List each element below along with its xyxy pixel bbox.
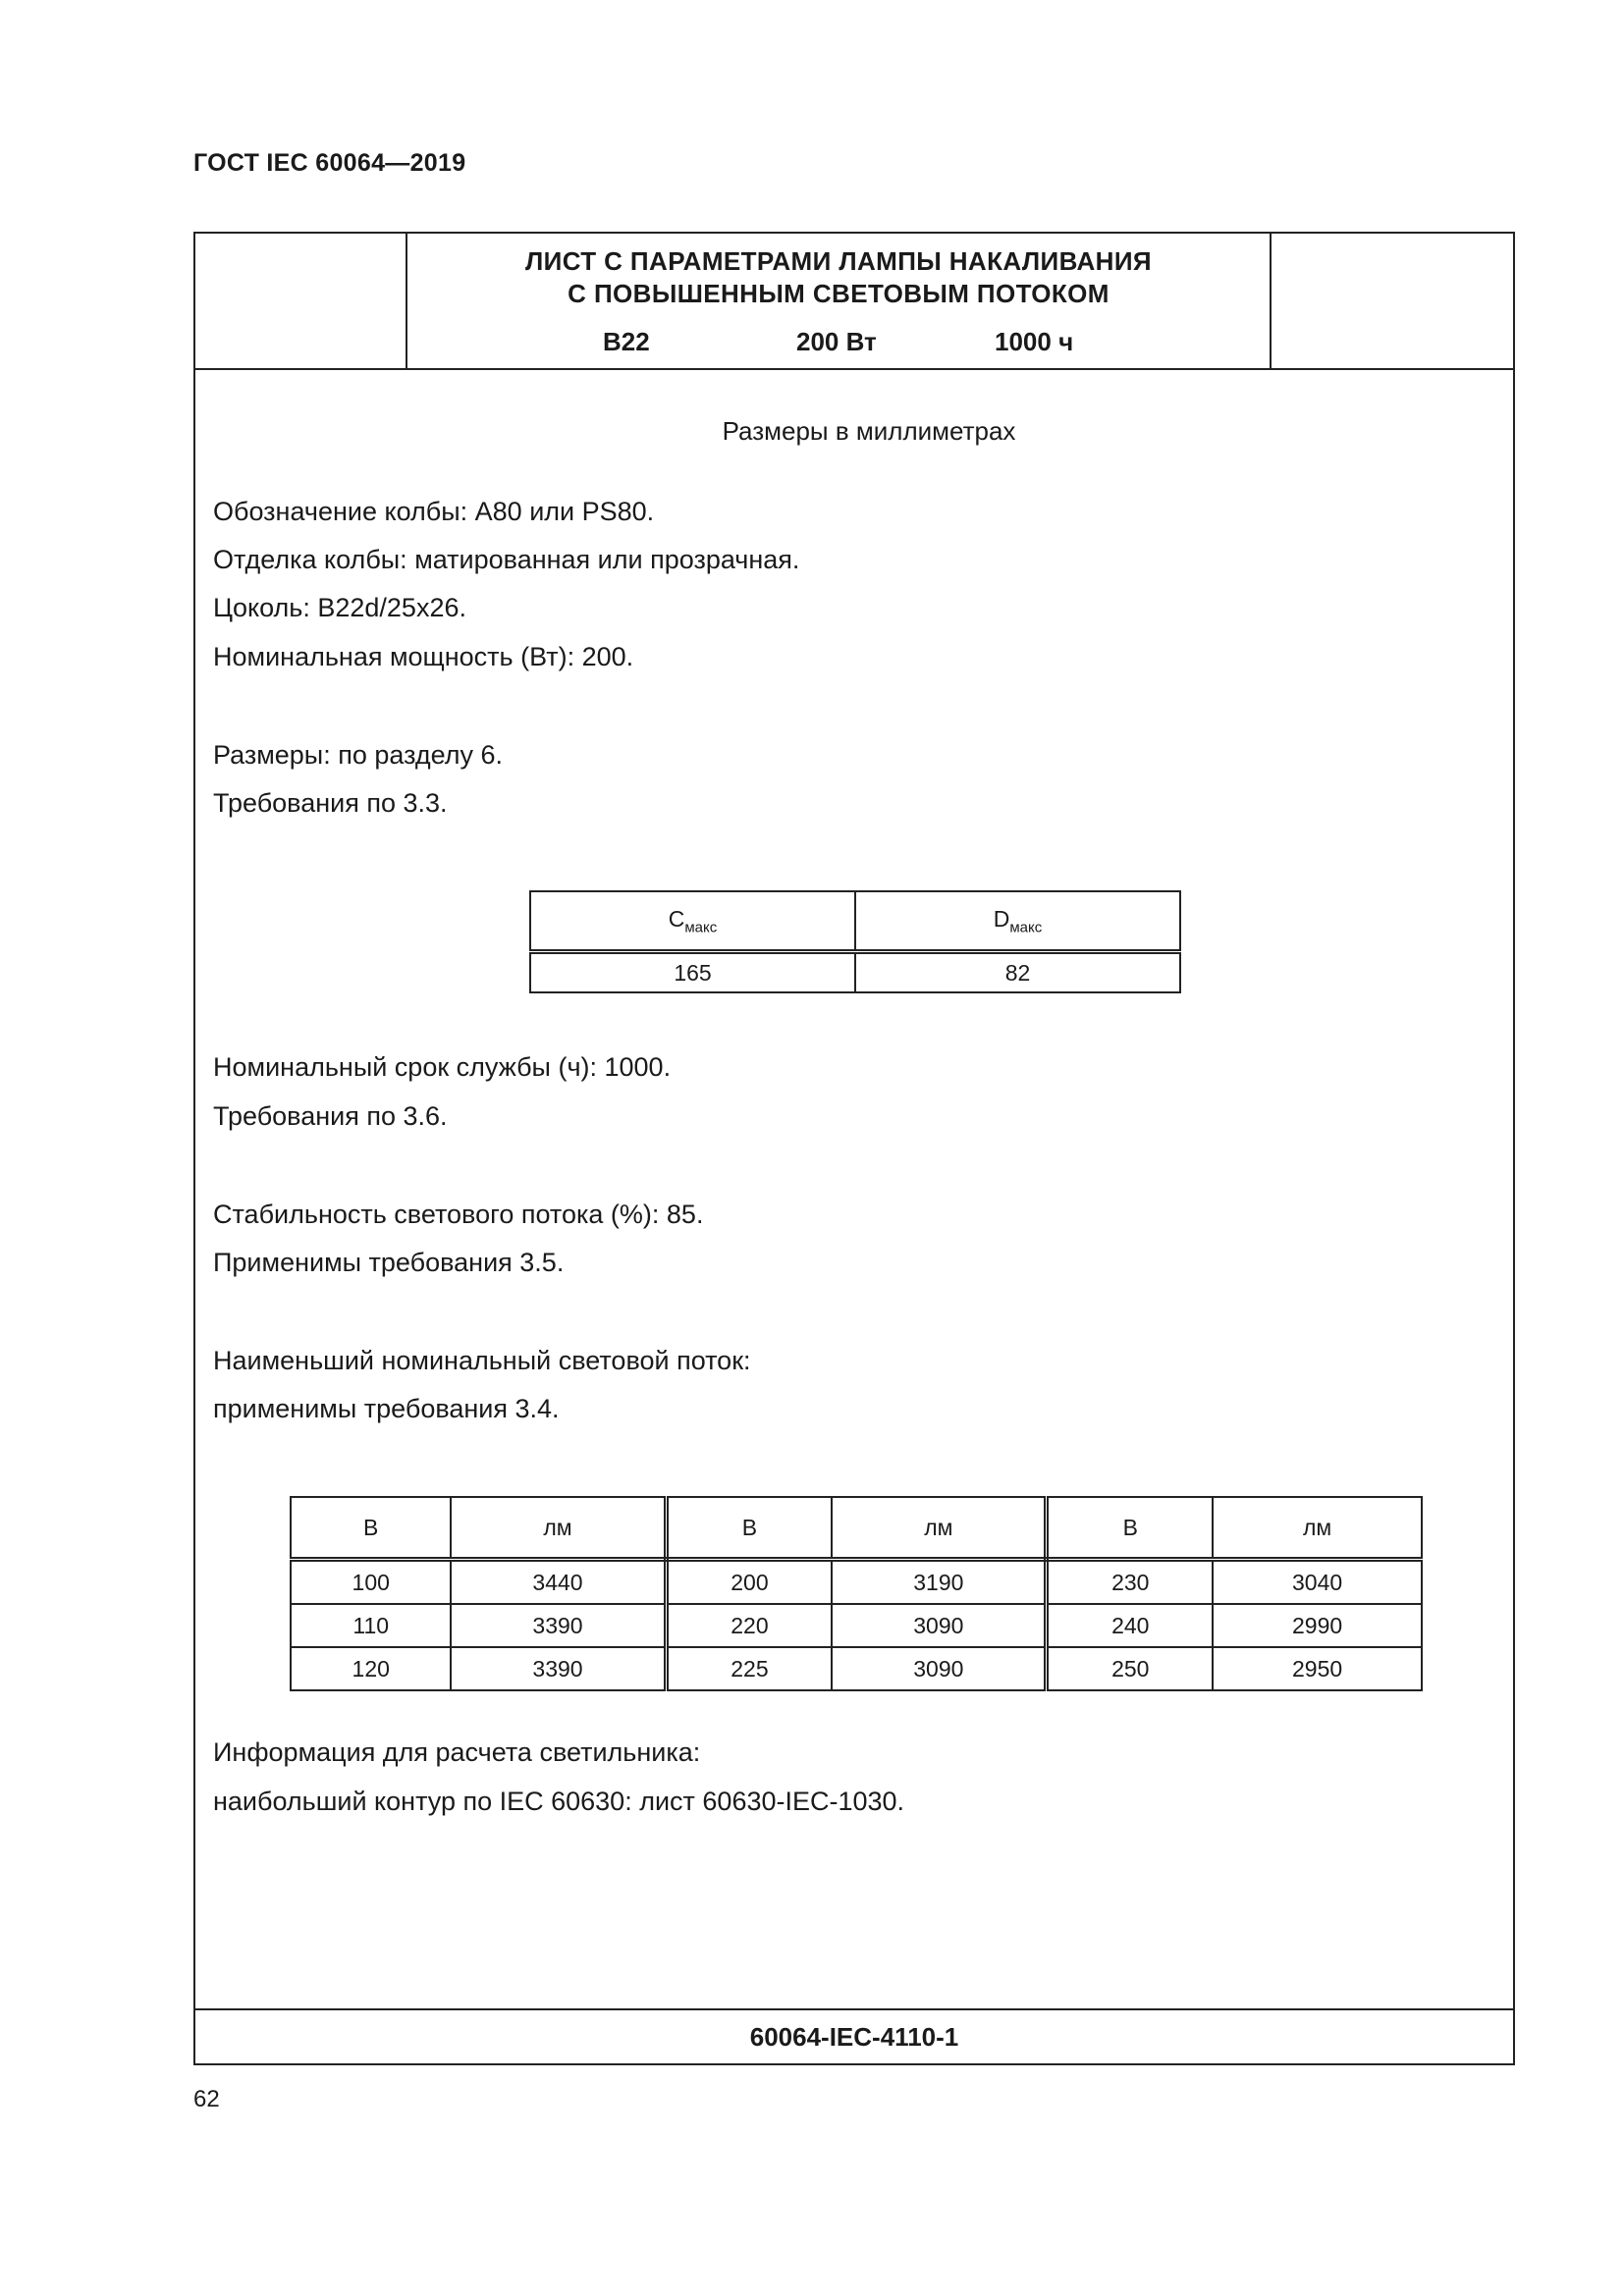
table-cell: 110 <box>291 1604 451 1647</box>
sheet-id: 60064-IEC-4110-1 <box>195 2008 1513 2063</box>
table-cell: 220 <box>666 1604 832 1647</box>
standard-code: ГОСТ IEC 60064—2019 <box>193 149 466 177</box>
dimensions-requirements: Требования по 3.3. <box>213 788 448 818</box>
luminaire-info: Информация для расчета светильника: <box>213 1737 701 1767</box>
d-max-header: $D_{макс}$ <box>855 891 1180 952</box>
header-right-cell <box>1270 234 1513 368</box>
flux-requirements: применимы требования 3.4. <box>213 1394 560 1423</box>
table-cell: 250 <box>1047 1647 1213 1690</box>
min-luminous-flux: Наименьший номинальный световой поток: <box>213 1346 751 1375</box>
table-cell: 3440 <box>451 1560 666 1605</box>
sheet-header <box>195 234 1513 370</box>
sheet-title <box>407 245 1270 310</box>
header-voltage-2: В <box>666 1497 832 1560</box>
units-note: Размеры в миллиметрах <box>722 416 1016 446</box>
header-voltage-3: В <box>1047 1497 1213 1560</box>
sheet-title-line-2: С ПОВЫШЕННЫМ СВЕТОВЫМ ПОТОКОМ <box>568 279 1110 308</box>
param-power: 200 Вт <box>796 327 877 356</box>
header-lumens-2: лм <box>832 1497 1047 1560</box>
table-row <box>291 1604 1422 1647</box>
table-cell: 3390 <box>451 1647 666 1690</box>
lumen-maintenance-requirements: Применимы требования 3.5. <box>213 1248 565 1277</box>
page-number: 62 <box>193 2086 220 2112</box>
luminous-flux-table <box>290 1496 1423 1691</box>
table-cell: 200 <box>666 1560 832 1605</box>
dimensions-table <box>529 890 1181 993</box>
table-cell: 2990 <box>1213 1604 1422 1647</box>
table-cell: 240 <box>1047 1604 1213 1647</box>
bulb-finish: Отделка колбы: матированная или прозрачная. <box>213 545 800 574</box>
table-cell: 3090 <box>832 1604 1047 1647</box>
header-lumens-3: лм <box>1213 1497 1422 1560</box>
table-cell: 3390 <box>451 1604 666 1647</box>
header-left-cell <box>195 234 407 368</box>
param-cap: B22 <box>603 327 650 356</box>
table-row <box>530 952 1180 993</box>
cap-type: Цоколь: B22d/25x26. <box>213 593 466 622</box>
table-cell: 225 <box>666 1647 832 1690</box>
table-cell: 2950 <box>1213 1647 1422 1690</box>
rated-life: Номинальный срок службы (ч): 1000. <box>213 1052 672 1082</box>
table-row <box>291 1647 1422 1690</box>
table-row <box>291 1497 1422 1560</box>
c-max-value: 165 <box>530 952 855 993</box>
lumen-maintenance: Стабильность светового потока (%): 85. <box>213 1200 704 1229</box>
dimensions-section: Размеры: по разделу 6. <box>213 740 504 770</box>
table-cell: 3090 <box>832 1647 1047 1690</box>
lamp-data-sheet <box>193 232 1515 2065</box>
param-life: 1000 ч <box>995 327 1074 356</box>
rated-wattage: Номинальная мощность (Вт): 200. <box>213 642 634 671</box>
header-voltage-1: В <box>291 1497 451 1560</box>
d-max-value: 82 <box>855 952 1180 993</box>
table-cell: 230 <box>1047 1560 1213 1605</box>
life-requirements: Требования по 3.6. <box>213 1101 448 1131</box>
table-cell: 3040 <box>1213 1560 1422 1605</box>
table-cell: 3190 <box>832 1560 1047 1605</box>
table-cell: 120 <box>291 1647 451 1690</box>
max-outline-reference: наибольший контур по IEC 60630: лист 60630-IEC-1030. <box>213 1787 905 1816</box>
table-row <box>530 891 1180 952</box>
c-max-header: $C_{макс}$ <box>530 891 855 952</box>
header-lumens-1: лм <box>451 1497 666 1560</box>
table-cell: 100 <box>291 1560 451 1605</box>
sheet-title-line-1: ЛИСТ С ПАРАМЕТРАМИ ЛАМПЫ НАКАЛИВАНИЯ <box>524 246 1153 276</box>
table-row <box>291 1560 1422 1605</box>
bulb-designation: Обозначение колбы: A80 или PS80. <box>213 497 655 526</box>
